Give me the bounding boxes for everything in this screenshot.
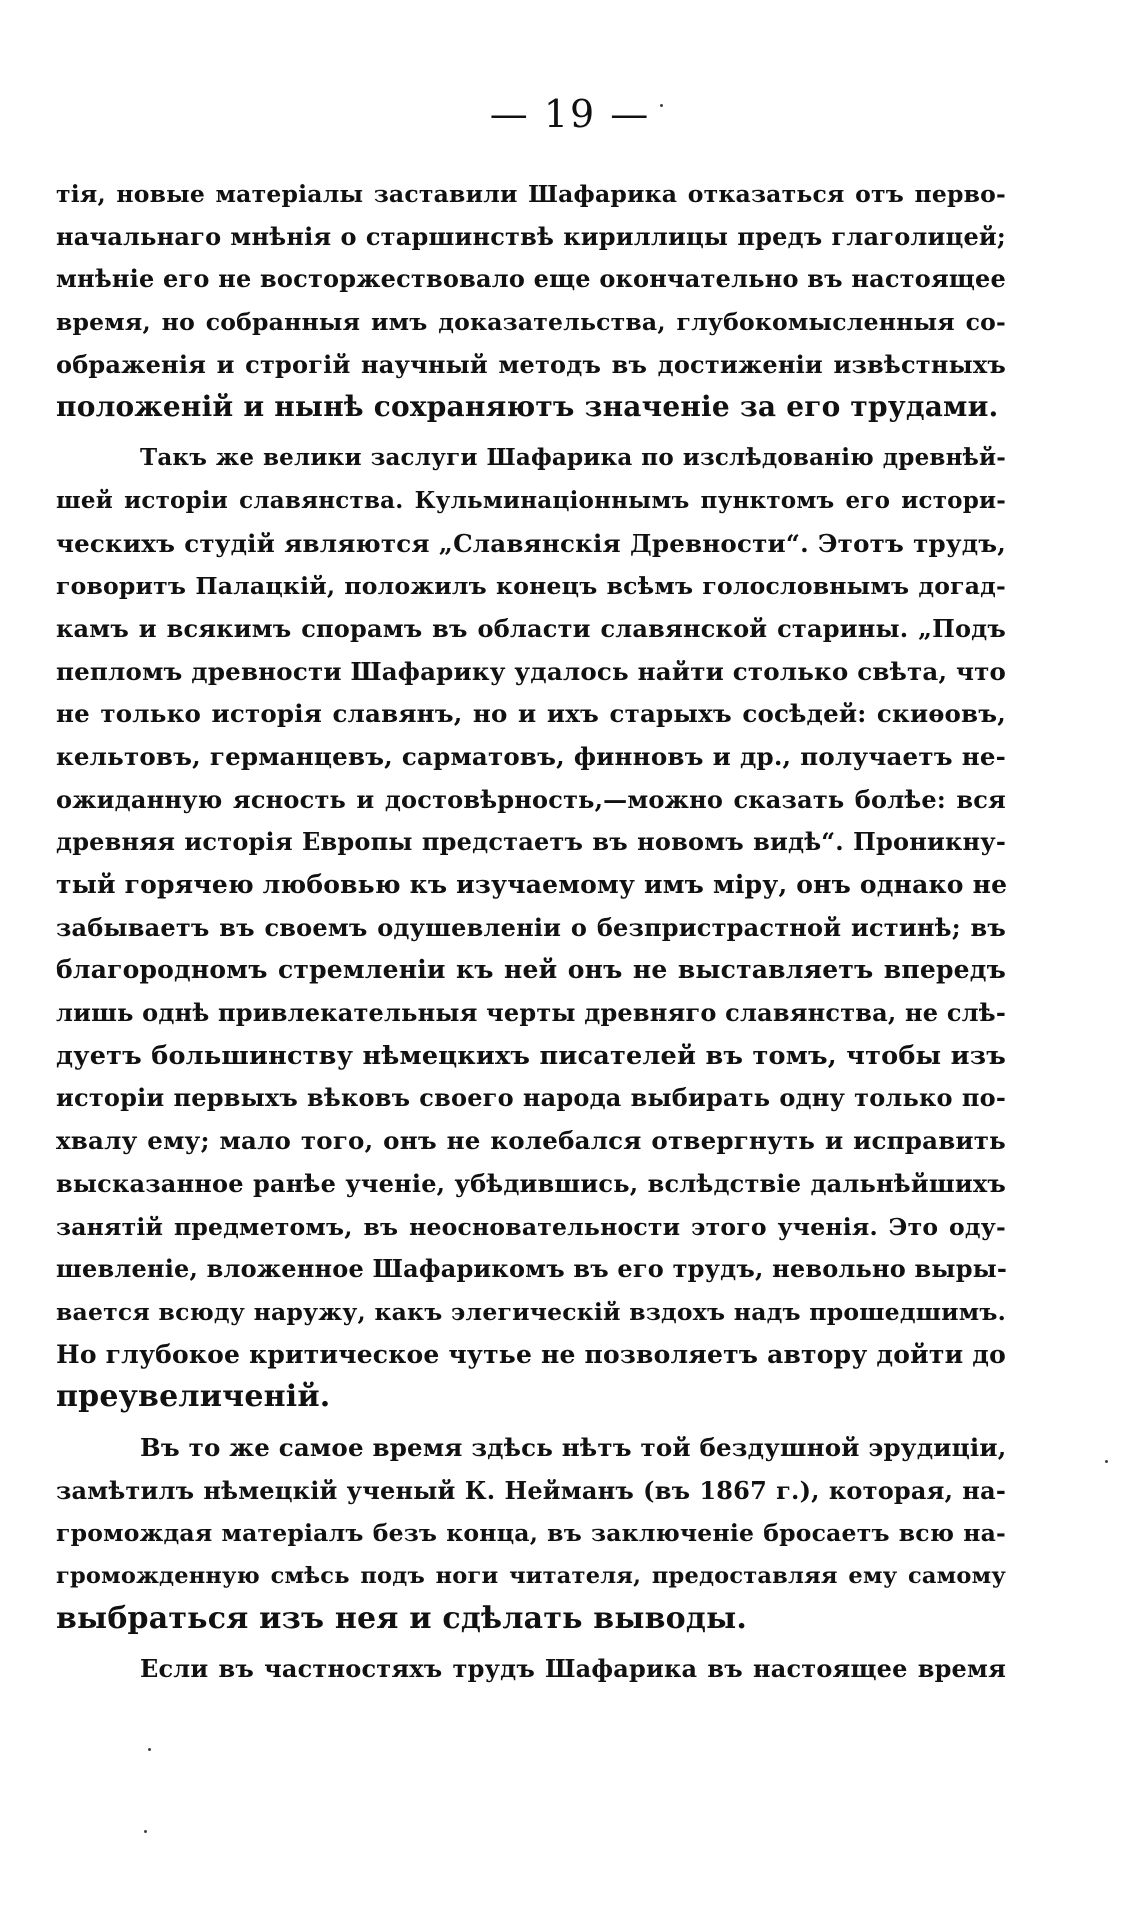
text-line: забываетъ въ своемъ одушевленіи о безпристрастной истинѣ; въ xyxy=(56,912,1006,942)
text-line: кельтовъ, германцевъ, сарматовъ, финновъ и др., получаетъ не- xyxy=(56,741,1006,771)
text-line: время, но собранныя имъ доказательства, глубокомысленныя со- xyxy=(56,308,1006,337)
text-line: преувеличеній. xyxy=(56,1379,331,1415)
text-line: Но глубокое критическое чутье не позволяетъ автору дойти до xyxy=(56,1339,1006,1369)
page-number: — 19 — xyxy=(489,92,651,136)
text-line: не только исторія славянъ, но и ихъ старыхъ сосѣдей: скиѳовъ, xyxy=(56,699,1006,729)
text-line: мнѣніе его не восторжествовало еще окончательно въ настоящее xyxy=(56,264,1006,294)
text-line: тія, новые матеріалы заставили Шафарика отказаться отъ перво- xyxy=(56,180,1006,208)
scan-speck xyxy=(1105,1460,1108,1463)
text-line: замѣтилъ нѣмецкій ученый К. Нейманъ (въ 1867 г.), которая, на- xyxy=(56,1475,1006,1505)
scan-speck xyxy=(144,1830,147,1833)
text-line: древняя исторія Европы предстаетъ въ новомъ видѣ“. Проникну- xyxy=(56,827,1006,857)
text-line: ожиданную ясность и достовѣрность,—можно сказать болѣе: вся xyxy=(56,784,1006,814)
paragraph-4 xyxy=(56,1648,1006,1691)
paragraph-2 xyxy=(56,437,1006,1419)
paragraph-1 xyxy=(56,173,1006,429)
scan-speck xyxy=(148,1748,151,1751)
body-text xyxy=(56,173,1006,1691)
text-line: тый горячею любовью къ изучаемому имъ міру, онъ однако не xyxy=(56,870,1008,899)
paragraph-3 xyxy=(56,1427,1006,1640)
text-line: дуетъ большинству нѣмецкихъ писателей въ томъ, чтобы изъ xyxy=(56,1040,1006,1071)
text-line: камъ и всякимъ спорамъ въ области славянской старины. „Подъ xyxy=(56,613,1006,643)
text-line: хвалу ему; мало того, онъ не колебался отвергнуть и исправить xyxy=(56,1126,1006,1156)
text-line: лишь однѣ привлекательныя черты древняго славянства, не слѣ- xyxy=(56,998,1006,1028)
text-line: пепломъ древности Шафарику удалось найти столько свѣта, что xyxy=(56,656,1006,686)
text-line: громожденную смѣсь подъ ноги читателя, предоставляя ему самому xyxy=(56,1563,1006,1589)
text-line: громождая матеріалъ безъ конца, въ заключеніе бросаетъ всю на- xyxy=(56,1519,1006,1548)
text-line: говоритъ Палацкій, положилъ конецъ всѣмъ голословнымъ догад- xyxy=(56,572,1006,601)
text-line: положеній и нынѣ сохраняютъ значеніе за его трудами. xyxy=(56,390,999,424)
text-line: шей исторіи славянства. Кульминаціоннымъ пунктомъ его истори- xyxy=(56,486,1006,514)
text-line: выбраться изъ нея и сдѣлать выводы. xyxy=(56,1600,747,1636)
text-line: Такъ же велики заслуги Шафарика по изслѣдованію древнѣй- xyxy=(140,444,1006,472)
text-line: Въ то же самое время здѣсь нѣтъ той бездушной эрудиціи, xyxy=(140,1432,1007,1462)
text-line: начальнаго мнѣнія о старшинствѣ кириллицы предъ глаголицей; xyxy=(56,221,1006,251)
text-line: ческихъ студій являются „Славянскія Древности“. Этотъ трудъ, xyxy=(56,528,1006,558)
text-line: вается всюду наружу, какъ элегическій вздохъ надъ прошедшимъ. xyxy=(56,1297,1006,1326)
scan-speck xyxy=(660,104,663,107)
text-line: исторіи первыхъ вѣковъ своего народа выбирать одну только по- xyxy=(56,1083,1006,1113)
text-line: шевленіе, вложенное Шафарикомъ въ его трудъ, невольно выры- xyxy=(56,1254,1008,1284)
text-line: благородномъ стремленіи къ ней онъ не выставляетъ впередъ xyxy=(56,955,1006,985)
text-line: высказанное ранѣе ученіе, убѣдившись, вслѣдствіе дальнѣйшихъ xyxy=(56,1168,1006,1198)
text-line: занятій предметомъ, въ неосновательности этого ученія. Это оду- xyxy=(56,1212,1006,1241)
text-line: ображенія и строгій научный методъ въ достиженіи извѣстныхъ xyxy=(56,349,1006,379)
text-line: Если въ частностяхъ трудъ Шафарика въ настоящее время xyxy=(140,1654,1006,1684)
